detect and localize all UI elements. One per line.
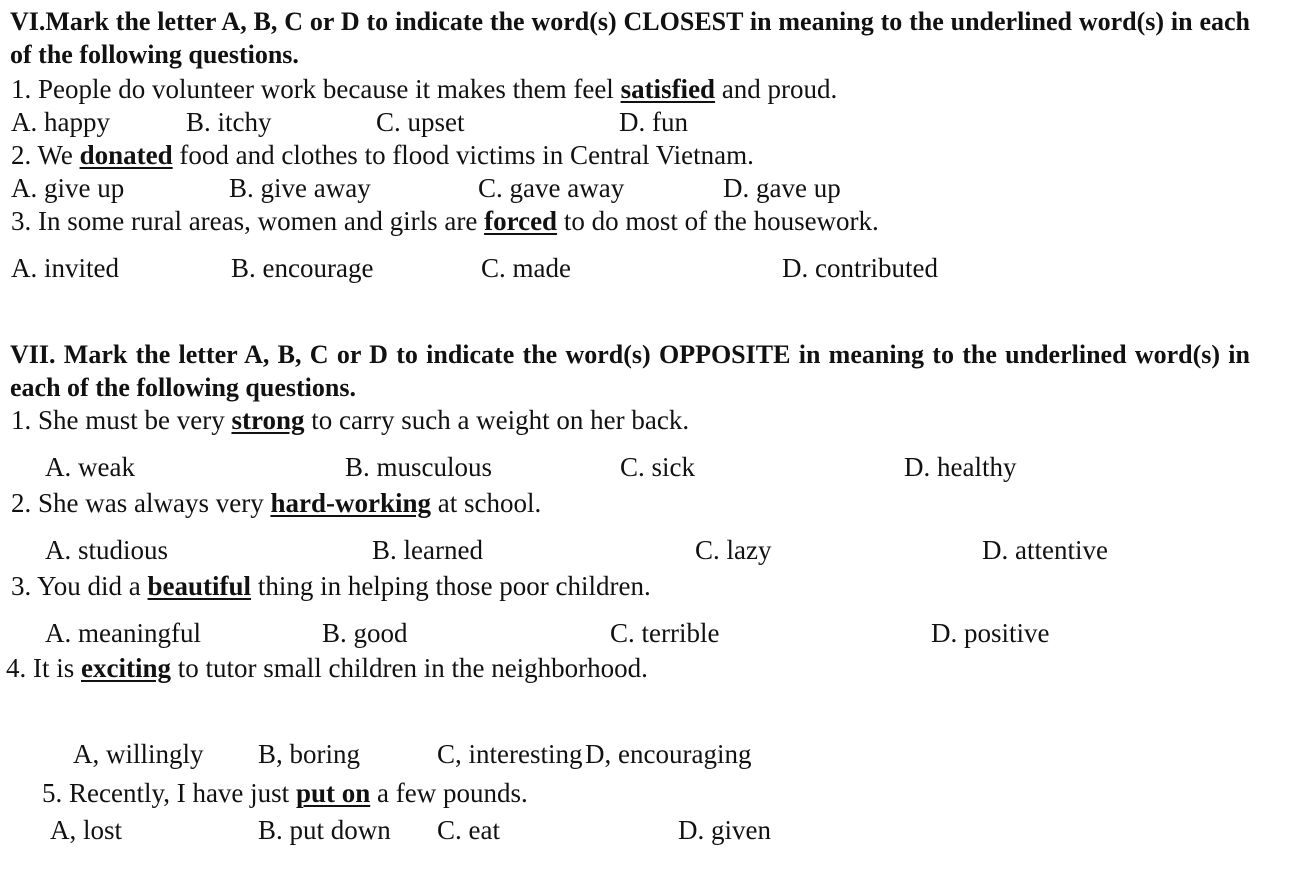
- option-a: A. invited: [11, 253, 119, 283]
- option-b: B. musculous: [345, 452, 493, 482]
- option-c: C. made: [481, 253, 571, 283]
- underlined-word: beautiful: [147, 571, 252, 601]
- underlined-word: hard-working: [270, 488, 431, 518]
- option-d: D. contributed: [782, 253, 938, 283]
- underlined-word: satisfied: [620, 74, 716, 104]
- option-d: D. attentive: [982, 535, 1108, 565]
- question-6-1: 1. People do volunteer work because it makes them feel satisfied and proud.: [11, 74, 838, 104]
- question-7-1: 1. She must be very strong to carry such a weight on her back.: [11, 405, 690, 435]
- option-c: C. gave away: [478, 173, 625, 203]
- option-c: C. sick: [620, 452, 696, 482]
- question-6-3: 3. In some rural areas, women and girls are forced to do most of the housework.: [11, 206, 879, 236]
- option-b: B. encourage: [231, 253, 374, 283]
- underlined-word: forced: [484, 206, 558, 236]
- question-7-3: 3. You did a beautiful thing in helping those poor children.: [11, 571, 651, 601]
- option-b: B, boring: [258, 739, 361, 769]
- option-d: D, encouraging: [585, 739, 752, 769]
- option-a: A, willingly: [73, 739, 204, 769]
- underlined-word: exciting: [81, 653, 171, 683]
- question-7-4: 4. It is exciting to tutor small children in the neighborhood.: [6, 653, 648, 683]
- option-b: B. give away: [229, 173, 371, 203]
- option-c: C. terrible: [610, 618, 720, 648]
- option-b: B. put down: [258, 815, 391, 845]
- option-a: A. weak: [45, 452, 135, 482]
- option-a: A. studious: [45, 535, 169, 565]
- question-7-2: 2. She was always very hard-working at school.: [11, 488, 542, 518]
- option-c: C, interesting: [437, 739, 583, 769]
- option-c: C. lazy: [695, 535, 772, 565]
- option-b: B. learned: [372, 535, 483, 565]
- option-c: C. upset: [376, 107, 465, 137]
- option-c: C. eat: [437, 815, 500, 845]
- question-6-2: 2. We donated food and clothes to flood victims in Central Vietnam.: [11, 140, 754, 170]
- option-d: D. positive: [931, 618, 1050, 648]
- underlined-word: strong: [231, 405, 305, 435]
- option-a: A, lost: [50, 815, 123, 845]
- option-d: D. gave up: [723, 173, 841, 203]
- option-d: D. fun: [619, 107, 688, 137]
- underlined-word: donated: [79, 140, 173, 170]
- option-a: A. happy: [11, 107, 110, 137]
- option-b: B. itchy: [186, 107, 272, 137]
- section-6-heading: VI.Mark the letter A, B, C or D to indicate the word(s) CLOSEST in meaning to the underlined word(s) in each of the following questions.: [10, 7, 1250, 69]
- option-a: A. meaningful: [45, 618, 201, 648]
- option-d: D. healthy: [904, 452, 1017, 482]
- question-7-5: 5. Recently, I have just put on a few pounds.: [42, 778, 528, 808]
- section-7-heading: VII. Mark the letter A, B, C or D to indicate the word(s) OPPOSITE in meaning to the underlined word(s) in each of the following questions.: [10, 340, 1250, 402]
- option-b: B. good: [322, 618, 408, 648]
- option-d: D. given: [678, 815, 771, 845]
- underlined-word: put on: [295, 778, 371, 808]
- option-a: A. give up: [11, 173, 125, 203]
